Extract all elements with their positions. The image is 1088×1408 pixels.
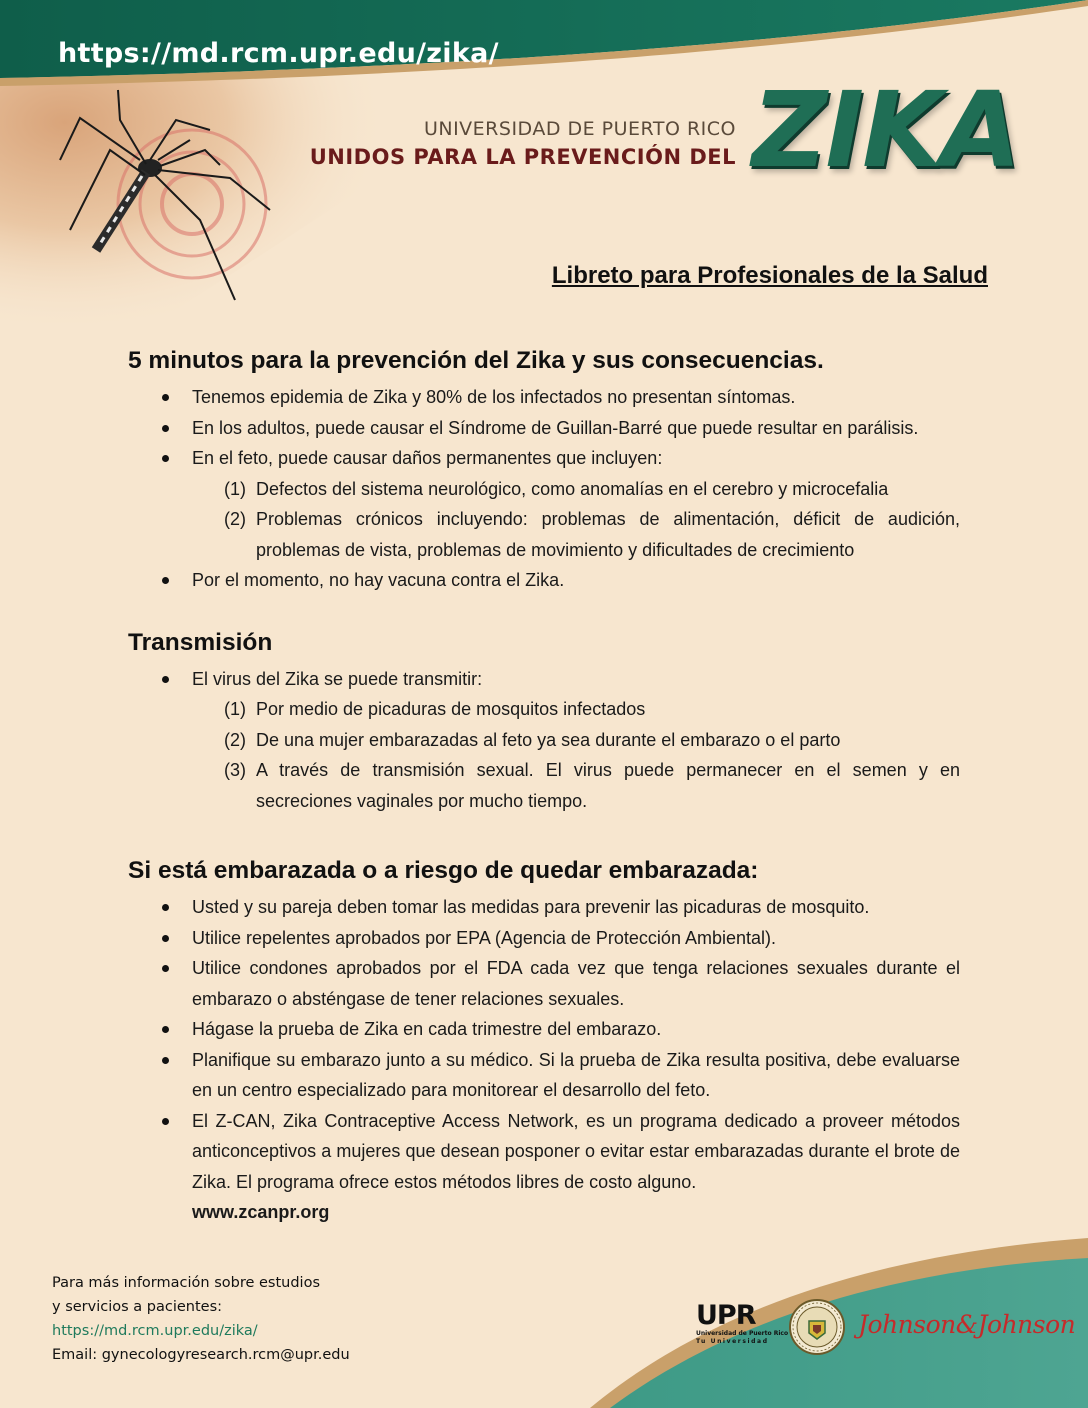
section2-list (128, 664, 960, 817)
list-item: Tenemos epidemia de Zika y 80% de los infectados no presentan síntomas. (128, 382, 960, 413)
zcan-link[interactable]: www.zcanpr.org (192, 1202, 330, 1222)
list-item: Utilice repelentes aprobados por EPA (Agencia de Protección Ambiental). (128, 923, 960, 954)
sublist-number: (1) (224, 699, 246, 719)
sublist-item (192, 755, 960, 816)
main-content (128, 344, 960, 1228)
list-item: Planifique su embarazo junto a su médico. Si la prueba de Zika resulta positiva, debe evaluarse en un centro especializado para monitorear el desarrollo del feto. (128, 1045, 960, 1106)
university-seal-icon (789, 1299, 845, 1355)
upr-logo-slogan: Tu Universidad (696, 1338, 769, 1345)
sublist-number: (3) (224, 760, 246, 780)
sublist-item (192, 694, 960, 725)
list-item-text: En el feto, puede causar daños permanentes que incluyen: (192, 448, 663, 468)
sublist-number: (2) (224, 509, 246, 529)
sublist-number: (2) (224, 729, 246, 750)
footer-line: y servicios a pacientes: (52, 1299, 223, 1315)
upr-logo (696, 1300, 789, 1346)
sublist-text: A través de transmisión sexual. El virus puede permanecer en el semen y en secreciones vaginales por mucho tiempo. (256, 760, 960, 811)
booklet-title: Libreto para Profesionales de la Salud (551, 262, 988, 289)
sublist-item (192, 474, 960, 505)
list-item-text: El Z-CAN, Zika Contraceptive Access Network, es un programa dedicado a proveer métodos anticonceptivos a mujeres que desean posponer o evitar estar embarazadas durante el brote de Zika. El programa ofrece estos métodos libres de costo alguno. (192, 1110, 960, 1192)
sublist-text: Defectos del sistema neurológico, como anomalías en el cerebro y microcefalia (256, 478, 889, 499)
footer-email[interactable]: Email: gynecologyresearch.rcm@upr.edu (52, 1347, 350, 1363)
list-item: Usted y su pareja deben tomar las medidas para prevenir las picaduras de mosquito. (128, 892, 960, 923)
university-name: UNIVERSIDAD DE PUERTO RICO (423, 118, 736, 140)
footer-line: Para más información sobre estudios (52, 1275, 321, 1291)
list-item (128, 664, 960, 817)
sublist-text: De una mujer embarazadas al feto ya sea durante el embarazo o el parto (256, 729, 841, 750)
sublist-item (192, 504, 960, 565)
section3-list (128, 892, 960, 1228)
zika-logo: ZIKA (752, 69, 1020, 191)
list-item (128, 1106, 960, 1228)
campaign-tagline: UNIDOS PARA LA PREVENCIÓN DEL (309, 145, 736, 169)
list-item-text: El virus del Zika se puede transmitir: (192, 668, 483, 689)
sublist-number: (1) (224, 478, 246, 499)
sublist-text: Problemas crónicos incluyendo: problemas de alimentación, déficit de audición, problemas de vista, problemas de movimiento y dificultades de crecimiento (256, 509, 960, 560)
list-item: Utilice condones aprobados por el FDA cada vez que tenga relaciones sexuales durante el embarazo o absténgase de tener relaciones sexuales. (128, 953, 960, 1014)
section2-heading: Transmisión (128, 628, 273, 656)
section1-list (128, 382, 960, 596)
list-item: En los adultos, puede causar el Síndrome de Guillan-Barré que puede resultar en parálisis. (128, 413, 960, 444)
johnson-johnson-logo: Johnson&Johnson (858, 1310, 1076, 1339)
list-item: Hágase la prueba de Zika en cada trimestre del embarazo. (128, 1014, 960, 1045)
sublist (192, 694, 960, 816)
sublist-text: Por medio de picaduras de mosquitos infectados (256, 699, 646, 719)
list-item: Por el momento, no hay vacuna contra el Zika. (128, 565, 960, 596)
sublist (192, 474, 960, 566)
footer-info (52, 1271, 350, 1367)
list-item (128, 443, 960, 565)
section1-heading: 5 minutos para la prevención del Zika y sus consecuencias. (128, 347, 824, 374)
sublist-item (192, 725, 960, 756)
section3-heading: Si está embarazada o a riesgo de quedar embarazada: (128, 857, 759, 884)
upr-logo-subtitle: Universidad de Puerto Rico (696, 1330, 789, 1337)
site-url[interactable]: https://md.rcm.upr.edu/zika/ (58, 38, 499, 69)
footer-link[interactable]: https://md.rcm.upr.edu/zika/ (52, 1323, 258, 1339)
upr-logo-text: UPR (696, 1300, 756, 1331)
